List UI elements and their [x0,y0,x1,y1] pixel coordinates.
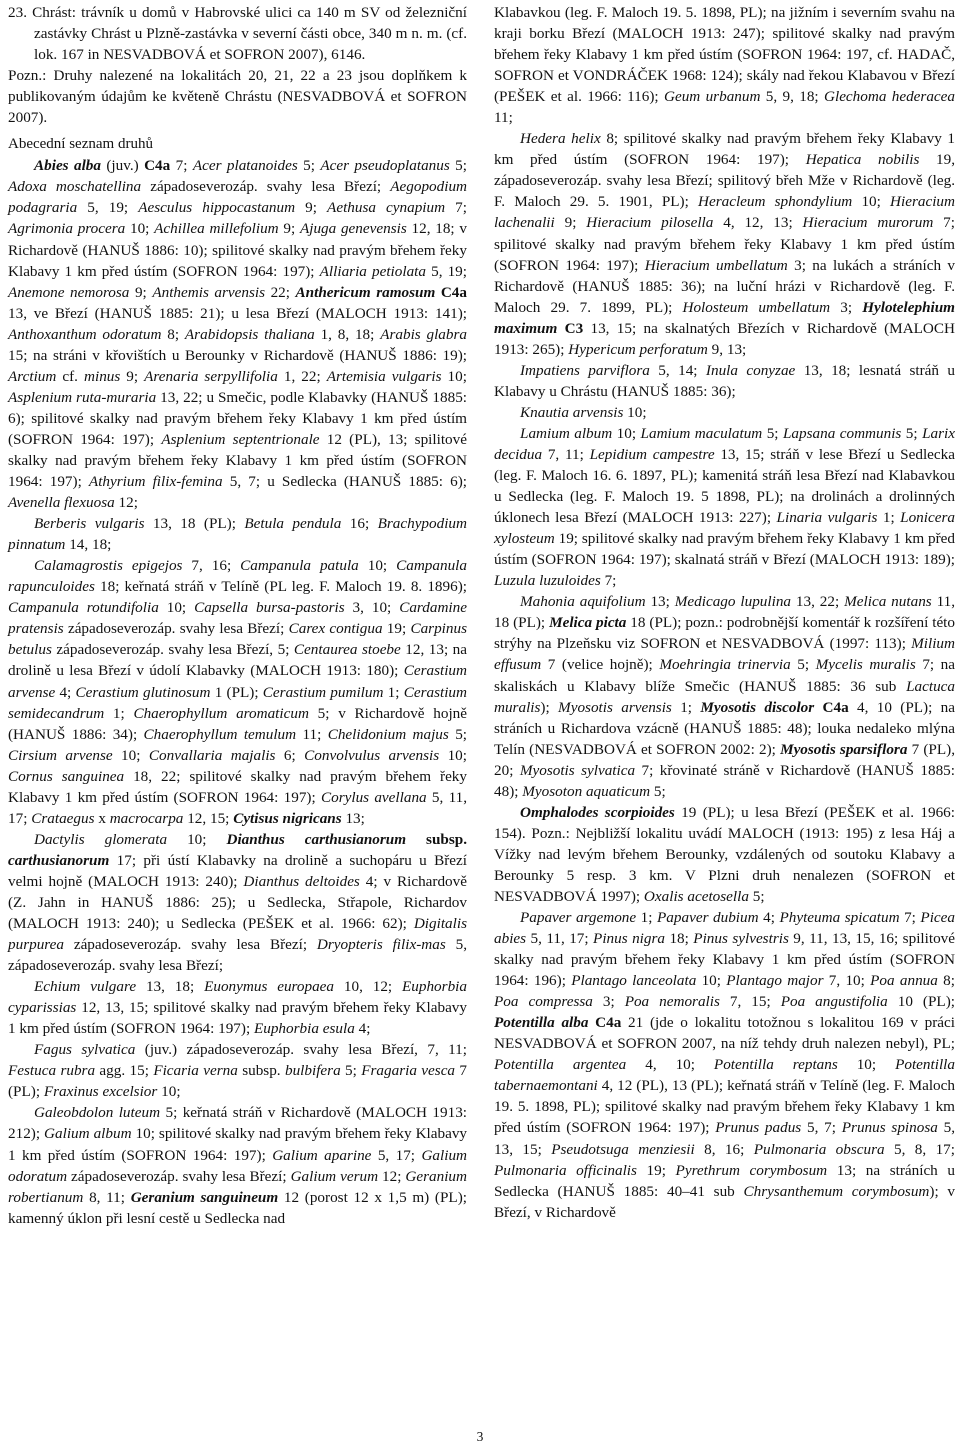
species-paragraph-k: Knautia arvensis 10; [520,403,647,421]
page-number: 3 [476,1429,484,1444]
left-column [8,2,467,1229]
species-paragraph-a: Abies alba (juv.) C4a 7; Acer platanoides 5; Acer pseudoplatanus 5; Adoxa moschatellina západoseverozáp. svahy lesa Březí; Aegopodium podagraria 5, 19; Aesculus hippocastanum 9; Aethusa cynapium 7; Agrimonia procera 10; Achillea millefolium 9; Ajuga genevensis 12, 18; v Richardově (HANUŠ 1886: 10); spilitové skalky nad pravým břehem řeky Klabavy 1 km před ústím (SOFRON 1964: 197); Alliaria petiolata 5, 19; Anemone nemorosa 9; Anthemis arvensis 22; Anthericum ramosum C4a 13, ve Březí (HANUŠ 1885: 21); u lesa Březí (MALOCH 1913: 141); Anthoxanthum odoratum 8; Arabidopsis thaliana 1, 8, 18; Arabis glabra 15; na stráni v křovištích u Berounky v Richardově (HANUŠ 1886: 19); Arctium cf. minus 9; Arenaria serpyllifolia 1, 22; Artemisia vulgaris 10; Asplenium ruta-muraria 13, 22; u Smečic, podle Klabavky (HANUŠ 1885: 6); spilitové skalky nad pravým břehem řeky Klabavy 1 km před ústím (SOFRON 1964: 197); Asplenium septentrionale 12 (PL), 13; spilitové skalky nad pravým břehem řeky Klabavy 1 km před ústím (SOFRON 1964: 197); Athyrium filix-femina 5, 7; u Sedlecka (HANUŠ 1885: 6); Avenella flexuosa 12; [8,157,468,512]
species-paragraph-c: Calamagrostis epigejos 7, 16; Campanula patula 10; Campanula rapunculoides 18; keřnatá stráň v Telíně (PL leg. F. Maloch 19. 8. 1896); Campanula rotundifolia 10; Capsella bursa-pastoris 3, 10; Cardamine pratensis západoseverozáp. svahy lesa Březí; Carex contigua 19; Carpinus betulus západoseverozáp. svahy lesa Březí, 5; Centaurea stoebe 12, 13; na drolině u lesa Březí v údolí Klabavky (MALOCH 1913: 180); Cerastium arvense 4; Cerastium glutinosum 1 (PL); Cerastium pumilum 1; Cerastium semidecandrum 1; Chaerophyllum aromaticum 5; v Richardově hojně (HANUŠ 1886: 34); Chaerophyllum temulum 11; Chelidonium majus 5; Cirsium arvense 10; Convallaria majalis 6; Convolvulus arvensis 10; Cornus sanguinea 18, 22; spilitové skalky nad pravým břehem řeky Klabavy 1 km před ústím (SOFRON 1964: 197); Corylus avellana 5, 11, 17; Crataegus x macrocarpa 12, 15; Cytisus nigricans 13; [8,557,468,827]
species-paragraph-m: Mahonia aquifolium 13; Medicago lupulina 13, 22; Melica nutans 11, 18 (PL); Melica picta 18 (PL); pozn.: podrobnější komentář k rozšíření této strýhy na Plzeňsku viz SOFRON et NESVADBOVÁ (1997: 113); Milium effusum 7 (velice hojně); Moehringia trinervia 5; Mycelis muralis 7; na skaliskách u Klabavy blíže Smečic (HANUŠ 1885: 36 sub Lactuca muralis); Myosotis arvensis 1; Myosotis discolor C4a 4, 10 (PL); na stráních u Richardova vzácně (HANUŠ 1885: 48); louka nedaleko mlýna Telín (NESVADBOVÁ et SOFRON 2002: 2); Myosotis sparsiflora 7 (PL), 20; Myosotis sylvatica 7; křovinaté stráně v Richardově (HANUŠ 1885: 48); Myosoton aquaticum 5; [494,593,956,800]
section-heading: Abecední seznam druhů [8,136,153,153]
locality-23: 23. Chrást: trávník u domů v Habrovské ulici ca 140 m SV od železniční zastávky Chrást u Plzně-zastávka v severní části obce, 340 m n. m. (cf. lok. 167 in NESVADBOVÁ et SOFRON 2007), 6146. [8,4,467,64]
species-paragraph-e: Echium vulgare 13, 18; Euonymus europaea 10, 12; Euphorbia cyparissias 12, 13, 15; spilitové skalky nad pravým břehem řeky Klabavy 1 km před ústím (SOFRON 1964: 197); Euphorbia esula 4; [8,978,467,1038]
species-paragraph-f: Fagus sylvatica (juv.) západoseverozáp. svahy lesa Březí, 7, 11; Festuca rubra agg. 15; Ficaria verna subsp. bulbifera 5; Fragaria vesca 7 (PL); Fraxinus excelsior 10; [8,1041,467,1101]
species-paragraph-p: Papaver argemone 1; Papaver dubium 4; Phyteuma spicatum 7; Picea abies 5, 11, 17; Pinus nigra 18; Pinus sylvestris 9, 11, 13, 15, 16; spilitové skalky nad pravým břehem řeky Klabavy 1 km před ústím (SOFRON 1964: 196); Plantago lanceolata 10; Plantago major 7, 10; Poa annua 8; Poa compressa 3; Poa nemoralis 7, 15; Poa angustifolia 10 (PL); Potentilla alba C4a 21 (jde o lokalitu totožnou s lokalitou 169 v práci NESVADBOVÁ et SOFRON 2007, na níž tehdy druh nalezen nebyl), PL; Potentilla argentea 4, 10; Potentilla reptans 10; Potentilla tabernaemontani 4, 12 (PL), 13 (PL); keřnatá stráň v Telíně (leg. F. Maloch 19. 5. 1898, PL); spilitové skalky nad pravým břehem řeky Klabavy 1 km před ústím (SOFRON 1964: 197); Prunus padus 5, 7; Prunus spinosa 5, 13, 15; Pseudotsuga menziesii 8, 16; Pulmonaria obscura 5, 8, 17; Pulmonaria officinalis 19; Pyrethrum corymbosum 13; na stráních u Sedlecka (HANUŠ 1885: 40–41 sub Chrysanthemum corymbosum); v Březí, v Richardově [494,909,956,1221]
species-paragraph-g-continued: Klabavkou (leg. F. Maloch 19. 5. 1898, PL); na jižním i severním svahu na kraji borku Březí (MALOCH 1913: 247); spilitové skalky nad pravým břehem řeky Klabavy 1 km před ústím (SOFRON 1964: 197, cf. HADAČ, SOFRON et VONDRÁČEK 1968: 124); skály nad řekou Klabavou v Březí (PEŠEK et al. 1966: 116); Geum urbanum 5, 9, 18; Glechoma hederacea 11; [494,4,956,127]
species-paragraph-h: Hedera helix 8; spilitové skalky nad pravým břehem řeky Klabavy 1 km před ústím (SOFRON 1964: 197); Hepatica nobilis 19, západoseverozáp. svahy lesa Březí; spilitový břeh Mže v Richardově (leg. F. Maloch 29. 5. 1901, PL); Heracleum sphondylium 10; Hieracium lachenalii 9; Hieracium pilosella 4, 12, 13; Hieracium murorum 7; spilitové skalky nad pravým břehem řeky Klabavy 1 km před ústím (SOFRON 1964: 197); Hieracium umbellatum 3; na lukách a stráních v Richardově (HANUŠ 1885: 36); na luční hrázi v Richardově (leg. F. Maloch 29. 7. 1899, PL); Holosteum umbellatum 3; Hylotelephium maximum C3 13, 15; na skalnatých Březích v Richardově (MALOCH 1913: 265); Hypericum perforatum 9, 13; [494,130,956,358]
right-column [494,2,955,1223]
species-paragraph-l: Lamium album 10; Lamium maculatum 5; Lapsana communis 5; Larix decidua 7, 11; Lepidium campestre 13, 15; stráň v lese Březí u Sedlecka (leg. F. Maloch 16. 6. 1897, PL); kamenitá stráň lesa Březí nad Klabavkou u Sedlecka (leg. F. Maloch 19. 5 1898, PL); na drolinách a drolinných úklonech lesa Březí (MALOCH 1913: 227); Linaria vulgaris 1; Lonicera xylosteum 19; spilitové skalky nad pravým břehem řeky Klabavy 1 km před ústím (SOFRON 1964: 197); skalnatá stráň v Březí (MALOCH 1913: 189); Luzula luzuloides 7; [494,424,956,590]
species-paragraph-b: Berberis vulgaris 13, 18 (PL); Betula pendula 16; Brachypodium pinnatum 14, 18; [8,515,467,554]
species-paragraph-g: Galeobdolon luteum 5; keřnatá stráň v Richardově (MALOCH 1913: 212); Galium album 10; spilitové skalky nad pravým břehem řeky Klabavy 1 km před ústím (SOFRON 1964: 197); Galium aparine 5, 17; Galium odoratum západoseverozáp. svahy lesa Březí; Galium verum 12; Geranium robertianum 8, 11; Geranium sanguineum 12 (porost 12 x 1,5 m) (PL); kamenný úklon při lesní cestě u Sedlecka nad [8,1104,468,1227]
note-paragraph: Pozn.: Druhy nalezené na lokalitách 20, 21, 22 a 23 jsou doplňkem k publikovaným údajům ke květeně Chrástu (NESVADBOVÁ et SOFRON 2007). [8,67,467,127]
species-paragraph-i: Impatiens parviflora 5, 14; Inula conyzae 13, 18; lesnatá stráň u Klabavy u Chrástu (HANUŠ 1885: 36); [494,361,955,400]
species-paragraph-d: Dactylis glomerata 10; Dianthus carthusianorum subsp. carthusianorum 17; při ústí Klabavky na drolině a suchopáru u Březí velmi hojně (MALOCH 1913: 240); Dianthus deltoides 4; v Richardově (Z. Jahn in HANUŠ 1886: 25); u Sedlecka, Střapole, Richardov (MALOCH 1913: 240); u Sedlecka (PEŠEK et al. 1966: 62); Digitalis purpurea západoseverozáp. svahy lesa Březí; Dryopteris filix-mas 5, západoseverozáp. svahy lesa Březí; [8,830,467,975]
species-paragraph-o: Omphalodes scorpioides 19 (PL); u lesa Březí (PEŠEK et al. 1966: 154). Pozn.: Nejbližší lokalitu uvádí MALOCH (1913: 195) z lesa Háj a Vížky nad levým břehem Berounky, vzdálených od soutoku Klabavy a Berounky 5 resp. 3 km. V Plzni druh nenalezen (SOFRON et NESVADBOVÁ 1997); Oxalis acetosella 5; [494,803,955,905]
